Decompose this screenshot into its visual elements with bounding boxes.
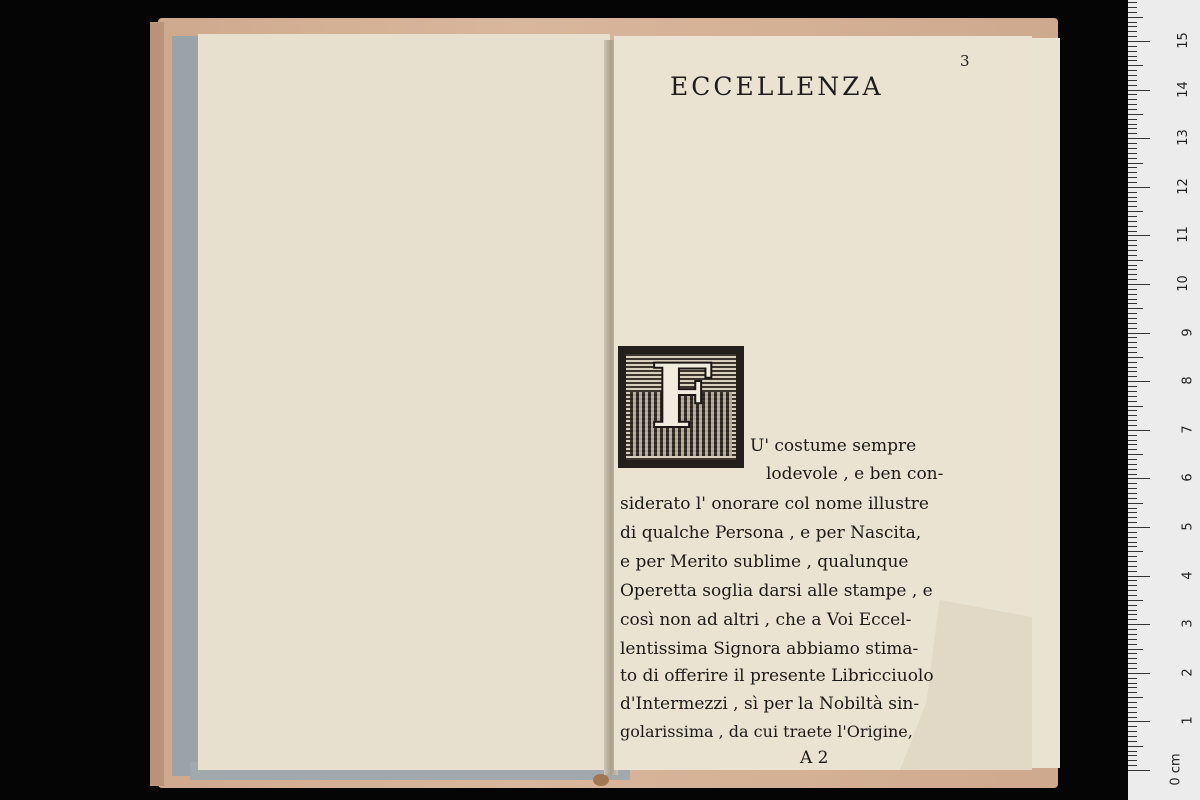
text-line: U' costume sempre <box>750 436 917 456</box>
ruler-tick <box>1128 678 1137 679</box>
ruler-tick <box>1128 22 1137 23</box>
ruler-tick <box>1128 153 1137 154</box>
ruler-tick <box>1128 104 1137 105</box>
ruler-tick <box>1128 551 1143 552</box>
ruler-label: 4 <box>1180 570 1196 580</box>
ruler-tick <box>1128 765 1137 766</box>
ruler-tick <box>1128 464 1137 465</box>
ruler-tick <box>1128 770 1150 771</box>
ruler-tick <box>1128 362 1137 363</box>
ruler-tick <box>1128 614 1137 615</box>
ruler-tick <box>1128 323 1137 324</box>
ruler-label: 2 <box>1180 668 1196 677</box>
ruler-tick <box>1128 493 1137 494</box>
ruler-tick <box>1128 517 1137 518</box>
text-line: lodevole , e ben con- <box>766 464 944 484</box>
ruler-label: 10 <box>1176 275 1192 292</box>
text-line: siderato l' onorare col nome illustre <box>620 494 929 514</box>
initial-letter: F <box>650 344 713 448</box>
ruler-tick <box>1128 299 1137 300</box>
ruler-tick <box>1128 556 1137 557</box>
ruler-tick <box>1128 444 1137 445</box>
text-line: d'Intermezzi , sì per la Nobiltà sin- <box>620 694 920 714</box>
ruler-tick <box>1128 352 1137 353</box>
ruler-tick <box>1128 469 1137 470</box>
ruler-tick <box>1128 425 1137 426</box>
ruler-tick <box>1128 527 1150 528</box>
ruler-tick <box>1128 542 1137 543</box>
ruler-tick <box>1128 124 1137 125</box>
ruler-tick <box>1128 503 1143 504</box>
ruler-tick <box>1128 580 1137 581</box>
ruler-tick <box>1128 644 1137 645</box>
ruler-tick <box>1128 245 1137 246</box>
ruler-tick <box>1128 342 1137 343</box>
ruler-tick <box>1128 483 1137 484</box>
catchword: A 2 <box>800 748 829 768</box>
ruler-tick <box>1128 488 1137 489</box>
ruler-tick <box>1128 265 1137 266</box>
ruler-tick <box>1128 386 1137 387</box>
ruler-tick <box>1128 537 1137 538</box>
ruler-tick <box>1128 692 1137 693</box>
ruler-tick <box>1128 712 1137 713</box>
ruler-tick <box>1128 634 1137 635</box>
ruler-label: 15 <box>1176 32 1192 49</box>
ruler-tick <box>1128 629 1137 630</box>
ruler-tick <box>1128 435 1137 436</box>
ruler-tick <box>1128 240 1137 241</box>
ruler-tick <box>1128 318 1137 319</box>
ruler-tick <box>1128 163 1143 164</box>
ruler-tick <box>1128 235 1150 236</box>
ruler-tick <box>1128 51 1137 52</box>
ruler-tick <box>1128 143 1137 144</box>
ruler-tick <box>1128 148 1137 149</box>
ruler-tick <box>1128 717 1137 718</box>
text-line: lentissima Signora abbiamo stima- <box>620 639 919 659</box>
text-line: e per Merito sublime , qualunque <box>620 552 909 572</box>
text-line: di qualche Persona , e per Nascita, <box>620 523 922 543</box>
ruler-tick <box>1128 313 1137 314</box>
ruler-label: 7 <box>1180 425 1196 434</box>
ruler-tick <box>1128 396 1137 397</box>
ruler-tick <box>1128 138 1150 139</box>
ruler-tick <box>1128 26 1137 27</box>
text-line: golarissima , da cui traete l'Origine, <box>620 722 913 741</box>
ruler-tick <box>1128 56 1137 57</box>
ruler-tick <box>1128 746 1143 747</box>
ruler-tick <box>1128 755 1137 756</box>
ruler-tick <box>1128 585 1137 586</box>
text-line: to di offerire il presente Libricciuolo <box>620 666 934 686</box>
ruler-tick <box>1128 192 1137 193</box>
ruler-label: 5 <box>1180 522 1196 531</box>
ruler-tick <box>1128 65 1143 66</box>
ruler-tick <box>1128 498 1137 499</box>
ruler-tick <box>1128 128 1137 129</box>
ruler-tick <box>1128 70 1137 71</box>
ruler-tick <box>1128 702 1137 703</box>
ruler-tick <box>1128 663 1137 664</box>
ruler-tick <box>1128 7 1137 8</box>
ruler-label: 11 <box>1176 226 1192 244</box>
ruler-label: 14 <box>1176 80 1192 98</box>
ruler-tick <box>1128 736 1137 737</box>
ruler-tick <box>1128 109 1137 110</box>
ruler-label: 3 <box>1180 619 1196 628</box>
ruler-tick <box>1128 17 1143 18</box>
ruler-tick <box>1128 440 1137 441</box>
ruler-tick <box>1128 576 1150 577</box>
ruler-tick <box>1128 216 1137 217</box>
ruler-tick <box>1128 294 1137 295</box>
ruler-tick <box>1128 99 1137 100</box>
ruler-tick <box>1128 415 1137 416</box>
ruler-tick <box>1128 119 1137 120</box>
ruler-tick <box>1128 60 1137 61</box>
ruler-tick <box>1128 260 1143 261</box>
ruler-tick <box>1128 673 1150 674</box>
ruler-tick <box>1128 2 1137 3</box>
ruler-tick <box>1128 707 1137 708</box>
ruler-tick <box>1128 206 1137 207</box>
ruler-tick <box>1128 167 1137 168</box>
ruler-tick <box>1128 75 1137 76</box>
ruler-tick <box>1128 221 1137 222</box>
ruler-tick <box>1128 546 1137 547</box>
ruler-label: 12 <box>1176 178 1192 195</box>
ruler-tick <box>1128 46 1137 47</box>
ruler-tick <box>1128 401 1137 402</box>
ruler-tick <box>1128 391 1137 392</box>
measuring-ruler <box>1128 0 1200 800</box>
ruler-tick <box>1128 41 1150 42</box>
ruler-tick <box>1128 731 1137 732</box>
ruler-label: 1 <box>1180 716 1196 726</box>
ruler-label: 8 <box>1180 376 1196 385</box>
ruler-label: 0 cm <box>1168 753 1184 786</box>
cover-edge <box>150 22 164 786</box>
ruler-tick <box>1128 367 1137 368</box>
ruler-label: 13 <box>1176 129 1192 146</box>
ruler-tick <box>1128 605 1137 606</box>
ruler-tick <box>1128 726 1137 727</box>
ruler-tick <box>1128 211 1143 212</box>
ruler-tick <box>1128 566 1137 567</box>
ruler-tick <box>1128 90 1150 91</box>
ink-stain <box>593 774 609 786</box>
ruler-tick <box>1128 133 1137 134</box>
ruler-tick <box>1128 512 1137 513</box>
ruler-tick <box>1128 508 1137 509</box>
ruler-tick <box>1128 80 1137 81</box>
ruler-tick <box>1128 430 1150 431</box>
ruler-tick <box>1128 303 1137 304</box>
ruler-tick <box>1128 337 1137 338</box>
ruler-tick <box>1128 328 1137 329</box>
ruler-tick <box>1128 571 1137 572</box>
ruler-tick <box>1128 12 1137 13</box>
ruler-tick <box>1128 595 1137 596</box>
ruler-tick <box>1128 289 1137 290</box>
ruler-tick <box>1128 187 1150 188</box>
ruler-tick <box>1128 619 1137 620</box>
ruler-tick <box>1128 532 1137 533</box>
ruler-tick <box>1128 459 1137 460</box>
ruler-label: 6 <box>1180 473 1196 483</box>
ruler-tick <box>1128 721 1150 722</box>
ruler-tick <box>1128 197 1137 198</box>
ruler-tick <box>1128 376 1137 377</box>
ruler-tick <box>1128 697 1143 698</box>
ruler-tick <box>1128 182 1137 183</box>
ruler-tick <box>1128 406 1143 407</box>
ruler-tick <box>1128 561 1137 562</box>
ruler-tick <box>1128 274 1137 275</box>
ruler-tick <box>1128 94 1137 95</box>
page-number: 3 <box>960 52 970 70</box>
ruler-tick <box>1128 449 1137 450</box>
ruler-tick <box>1128 454 1143 455</box>
ruler-tick <box>1128 760 1137 761</box>
ruler-label: 9 <box>1180 327 1196 337</box>
ruler-tick <box>1128 250 1137 251</box>
ruler-tick <box>1128 114 1143 115</box>
ruler-tick <box>1128 255 1137 256</box>
ruler-tick <box>1128 31 1137 32</box>
ruler-tick <box>1128 741 1137 742</box>
ruler-tick <box>1128 420 1137 421</box>
ruler-tick <box>1128 357 1143 358</box>
ruler-tick <box>1128 85 1137 86</box>
ruler-tick <box>1128 347 1137 348</box>
ruler-tick <box>1128 600 1143 601</box>
ruler-tick <box>1128 284 1150 285</box>
ruler-tick <box>1128 522 1137 523</box>
ruler-tick <box>1128 474 1137 475</box>
ruler-tick <box>1128 279 1137 280</box>
ruler-tick <box>1128 172 1137 173</box>
ruler-tick <box>1128 308 1143 309</box>
ruler-tick <box>1128 201 1137 202</box>
ruler-tick <box>1128 158 1137 159</box>
ruler-tick <box>1128 751 1137 752</box>
ruler-tick <box>1128 668 1137 669</box>
text-line: Operetta soglia darsi alle stampe , e <box>620 581 933 601</box>
ruler-tick <box>1128 658 1137 659</box>
ruler-tick <box>1128 649 1143 650</box>
ruler-tick <box>1128 610 1137 611</box>
ruler-tick <box>1128 478 1150 479</box>
ruler-tick <box>1128 381 1150 382</box>
ruler-tick <box>1128 177 1137 178</box>
ruler-tick <box>1128 590 1137 591</box>
ruler-tick <box>1128 333 1150 334</box>
ruler-tick <box>1128 687 1137 688</box>
ruler-tick <box>1128 653 1137 654</box>
ruler-tick <box>1128 36 1137 37</box>
ruler-tick <box>1128 231 1137 232</box>
ruler-tick <box>1128 371 1137 372</box>
ruler-tick <box>1128 410 1137 411</box>
ruler-tick <box>1128 226 1137 227</box>
ruler-tick <box>1128 683 1137 684</box>
ruler-tick <box>1128 269 1137 270</box>
ruler-tick <box>1128 624 1150 625</box>
text-line: così non ad altri , che a Voi Eccel- <box>620 610 912 630</box>
page-heading: ECCELLENZA <box>670 72 884 101</box>
ruler-tick <box>1128 639 1137 640</box>
left-page <box>198 34 610 770</box>
